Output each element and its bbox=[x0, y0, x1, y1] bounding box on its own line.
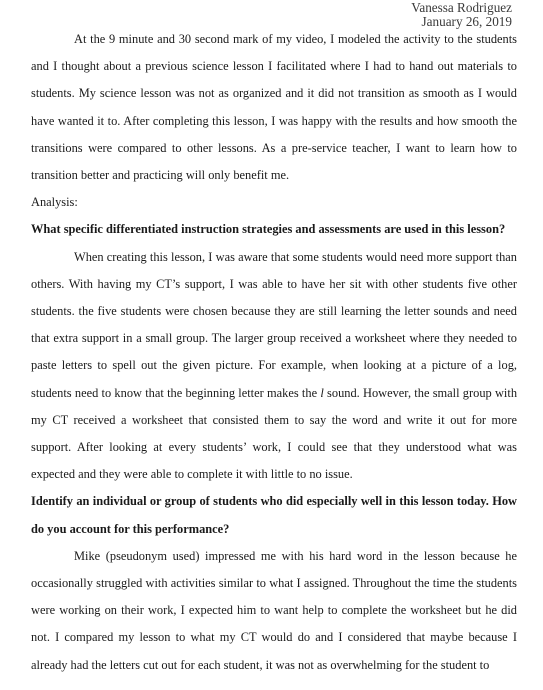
question-student-performance: Identify an individual or group of students who did especially well in this lesson today. How do you account for this performance? bbox=[31, 494, 517, 536]
document-body bbox=[31, 26, 517, 679]
question-differentiated-instruction: What specific differentiated instruction strategies and assessments are used in this lesson? bbox=[31, 222, 506, 237]
reflection-paragraph: At the 9 minute and 30 second mark of my video, I modeled the activity to the students and I thought about a previous science lesson I facilitated where I had to hand out materials to students. My science lesson was not as organized and it did not transition as smooth as I would have wanted it to. After completing this lesson, I was happy with the results and how smooth the transitions were compared to other lessons. As a pre-service teacher, I want to learn how to transition better and practicing will only benefit me. bbox=[31, 32, 517, 183]
letter-sound-italic: l bbox=[320, 385, 324, 400]
performance-paragraph: Mike (pseudonym used) impressed me with his hard word in the lesson because he occasionally struggled with activities similar to what I assigned. Throughout the time the students were working on their work, I expected him to want help to complete the worksheet but he did not. I compared my lesson to what my CT would do and I considered that maybe because I already had the letters cut out for each student, it was not as overwhelming for the student to bbox=[31, 548, 517, 672]
page-header bbox=[411, 1, 512, 28]
analysis-label: Analysis: bbox=[31, 195, 78, 210]
differentiation-text-part-1: When creating this lesson, I was aware that some students would need more support than others. With having my CT’s support, I was able to have her sit with other students five other students. the five students were chosen because they are still learning the letter sounds and need that extra support in a small group. The larger group received a worksheet where they needed to paste letters to spell out the given picture. For example, when looking at a picture of a log, students need to know that the beginning letter makes the bbox=[31, 249, 517, 400]
differentiation-paragraph bbox=[31, 244, 517, 489]
differentiation-text-part-2: sound. However, the small group with my CT received a worksheet that consisted them to say the word and write it out for more support. After looking at every students’ work, I could see that they understood what was expected and they were able to complete it with little to no issue. bbox=[31, 385, 518, 482]
author-name: Vanessa Rodriguez bbox=[411, 0, 512, 15]
document-date: January 26, 2019 bbox=[421, 13, 512, 29]
